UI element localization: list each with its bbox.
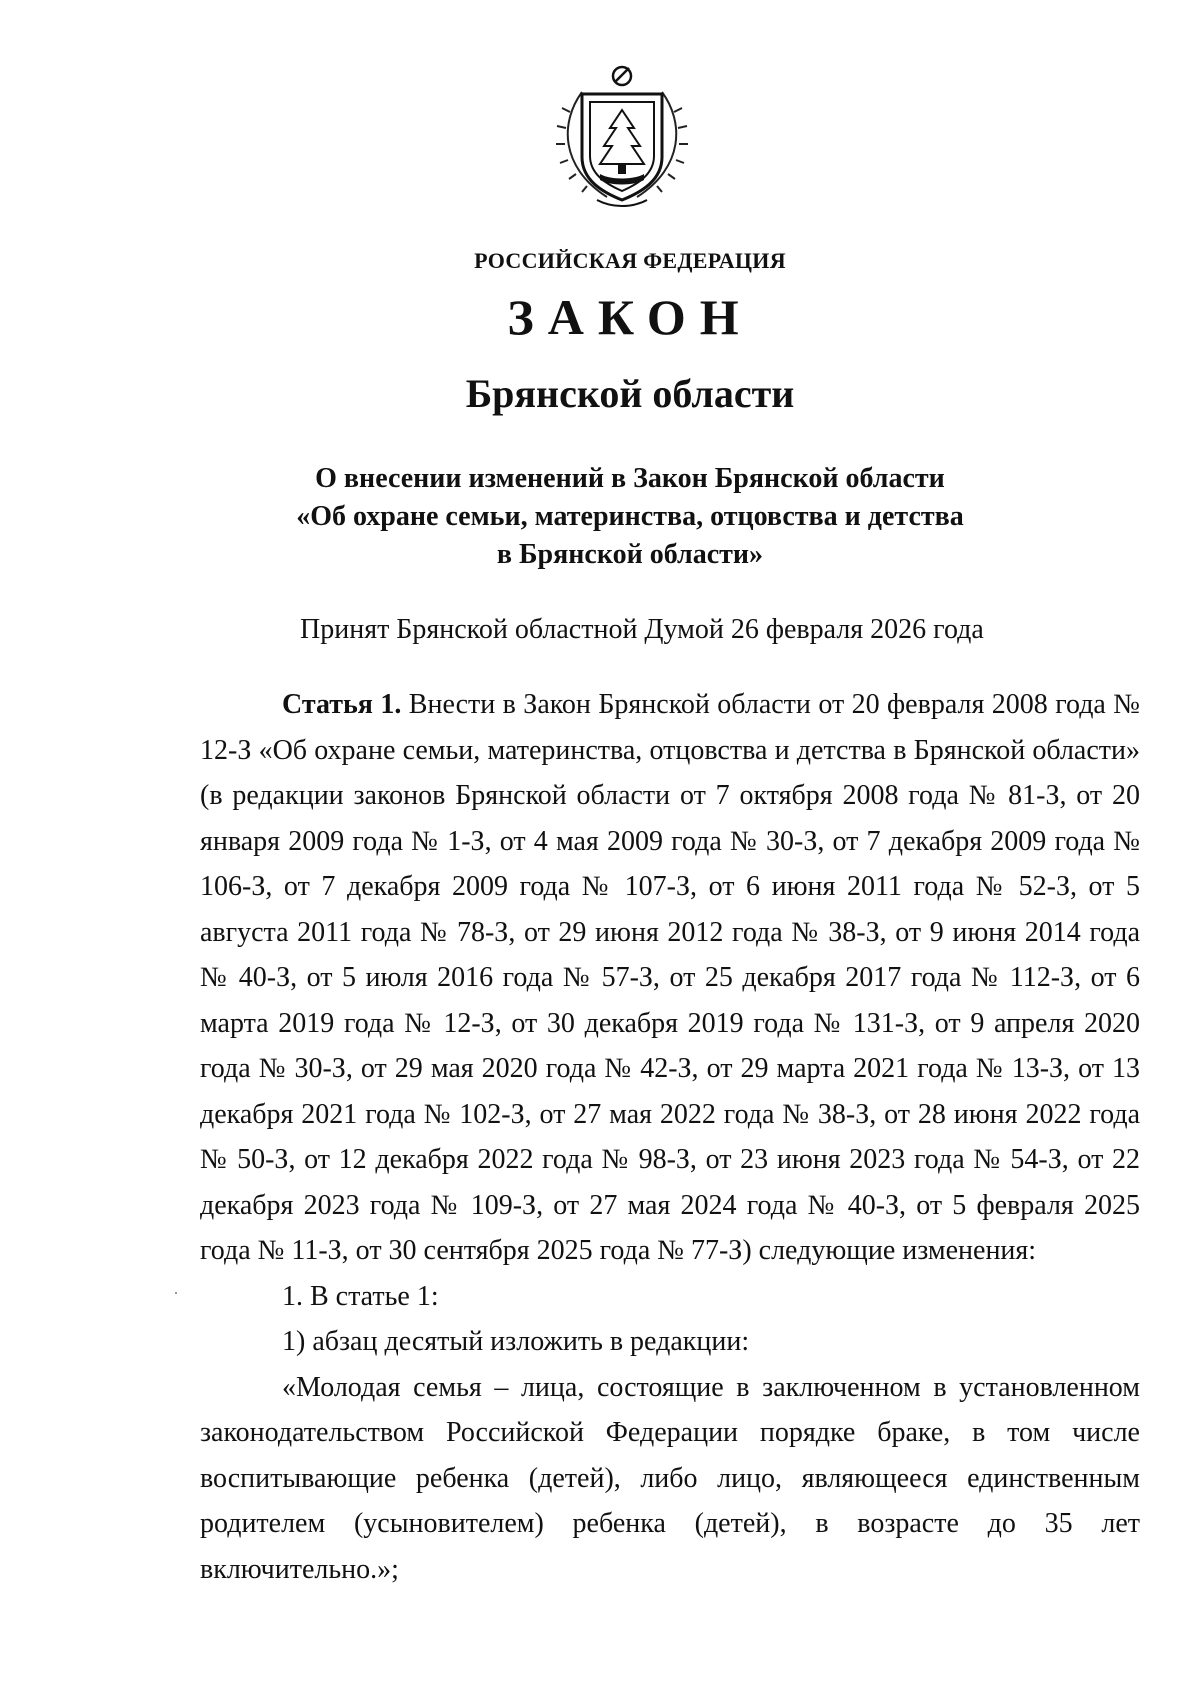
- country-heading: РОССИЙСКАЯ ФЕДЕРАЦИЯ: [474, 248, 786, 273]
- definition-quote: «Молодая семья – лица, состоящие в заключенном в установленном законодательством Российской Федерации порядке браке, в том числе воспитывающие ребенка (детей), либо лицо, являющееся единственным родителем (усыновителем) ребенка (детей), в возрасте до 35 лет включительно.»;: [200, 1371, 1140, 1585]
- law-title-line-2: «Об охране семьи, материнства, отцовства и детства: [296, 501, 964, 532]
- scan-artifact: [175, 1292, 177, 1294]
- subitem-1: 1) абзац десятый изложить в редакции:: [282, 1326, 750, 1357]
- law-title-line-3: в Брянской области»: [496, 539, 764, 570]
- adoption-line: Принят Брянской областной Думой 26 февраля 2026 года: [300, 614, 984, 645]
- law-title: [0, 460, 1200, 574]
- coat-of-arms-emblem: [552, 62, 692, 212]
- document-type-heading: ЗАКОН: [507, 289, 753, 345]
- article-1-text: Внести в Закон Брянской области от 20 февраля 2008 года № 12-З «Об охране семьи, материнства, отцовства и детства в Брянской области» (в редакции законов Брянской области от 7 октября 2008 года № 81-З, от 20 января 2009 года № 1-З, от 4 мая 2009 года № 30-З, от 7 декабря 2009 года № 106-З, от 7 декабря 2009 года № 107-З, от 6 июня 2011 года № 52-З, от 5 августа 2011 года № 78-З, от 29 июня 2012 года № 38-З, от 9 июня 2014 года № 40-З, от 5 июля 2016 года № 57-З, от 25 декабря 2017 года № 112-З, от 6 марта 2019 года № 12-З, от 30 декабря 2019 года № 131-З, от 9 апреля 2020 года № 30-З, от 29 мая 2020 года № 42-З, от 29 марта 2021 года № 13-З, от 13 декабря 2021 года № 102-З, от 27 мая 2022 года № 38-З, от 28 июня 2022 года № 50-З, от 12 декабря 2022 года № 98-З, от 23 июня 2023 года № 54-З, от 22 декабря 2023 года № 109-З, от 27 мая 2024 года № 40-З, от 5 февраля 2025 года № 11-З, от 30 сентября 2025 года № 77-З) следующие изменения:: [200, 689, 1141, 1266]
- law-title-line-1: О внесении изменений в Закон Брянской области: [315, 463, 945, 494]
- region-heading: Брянской области: [465, 371, 795, 416]
- article-1-label: Статья 1.: [282, 689, 402, 720]
- law-body: [200, 682, 1140, 1592]
- item-1: 1. В статье 1:: [282, 1280, 439, 1312]
- article-1-paragraph: [200, 682, 1140, 1274]
